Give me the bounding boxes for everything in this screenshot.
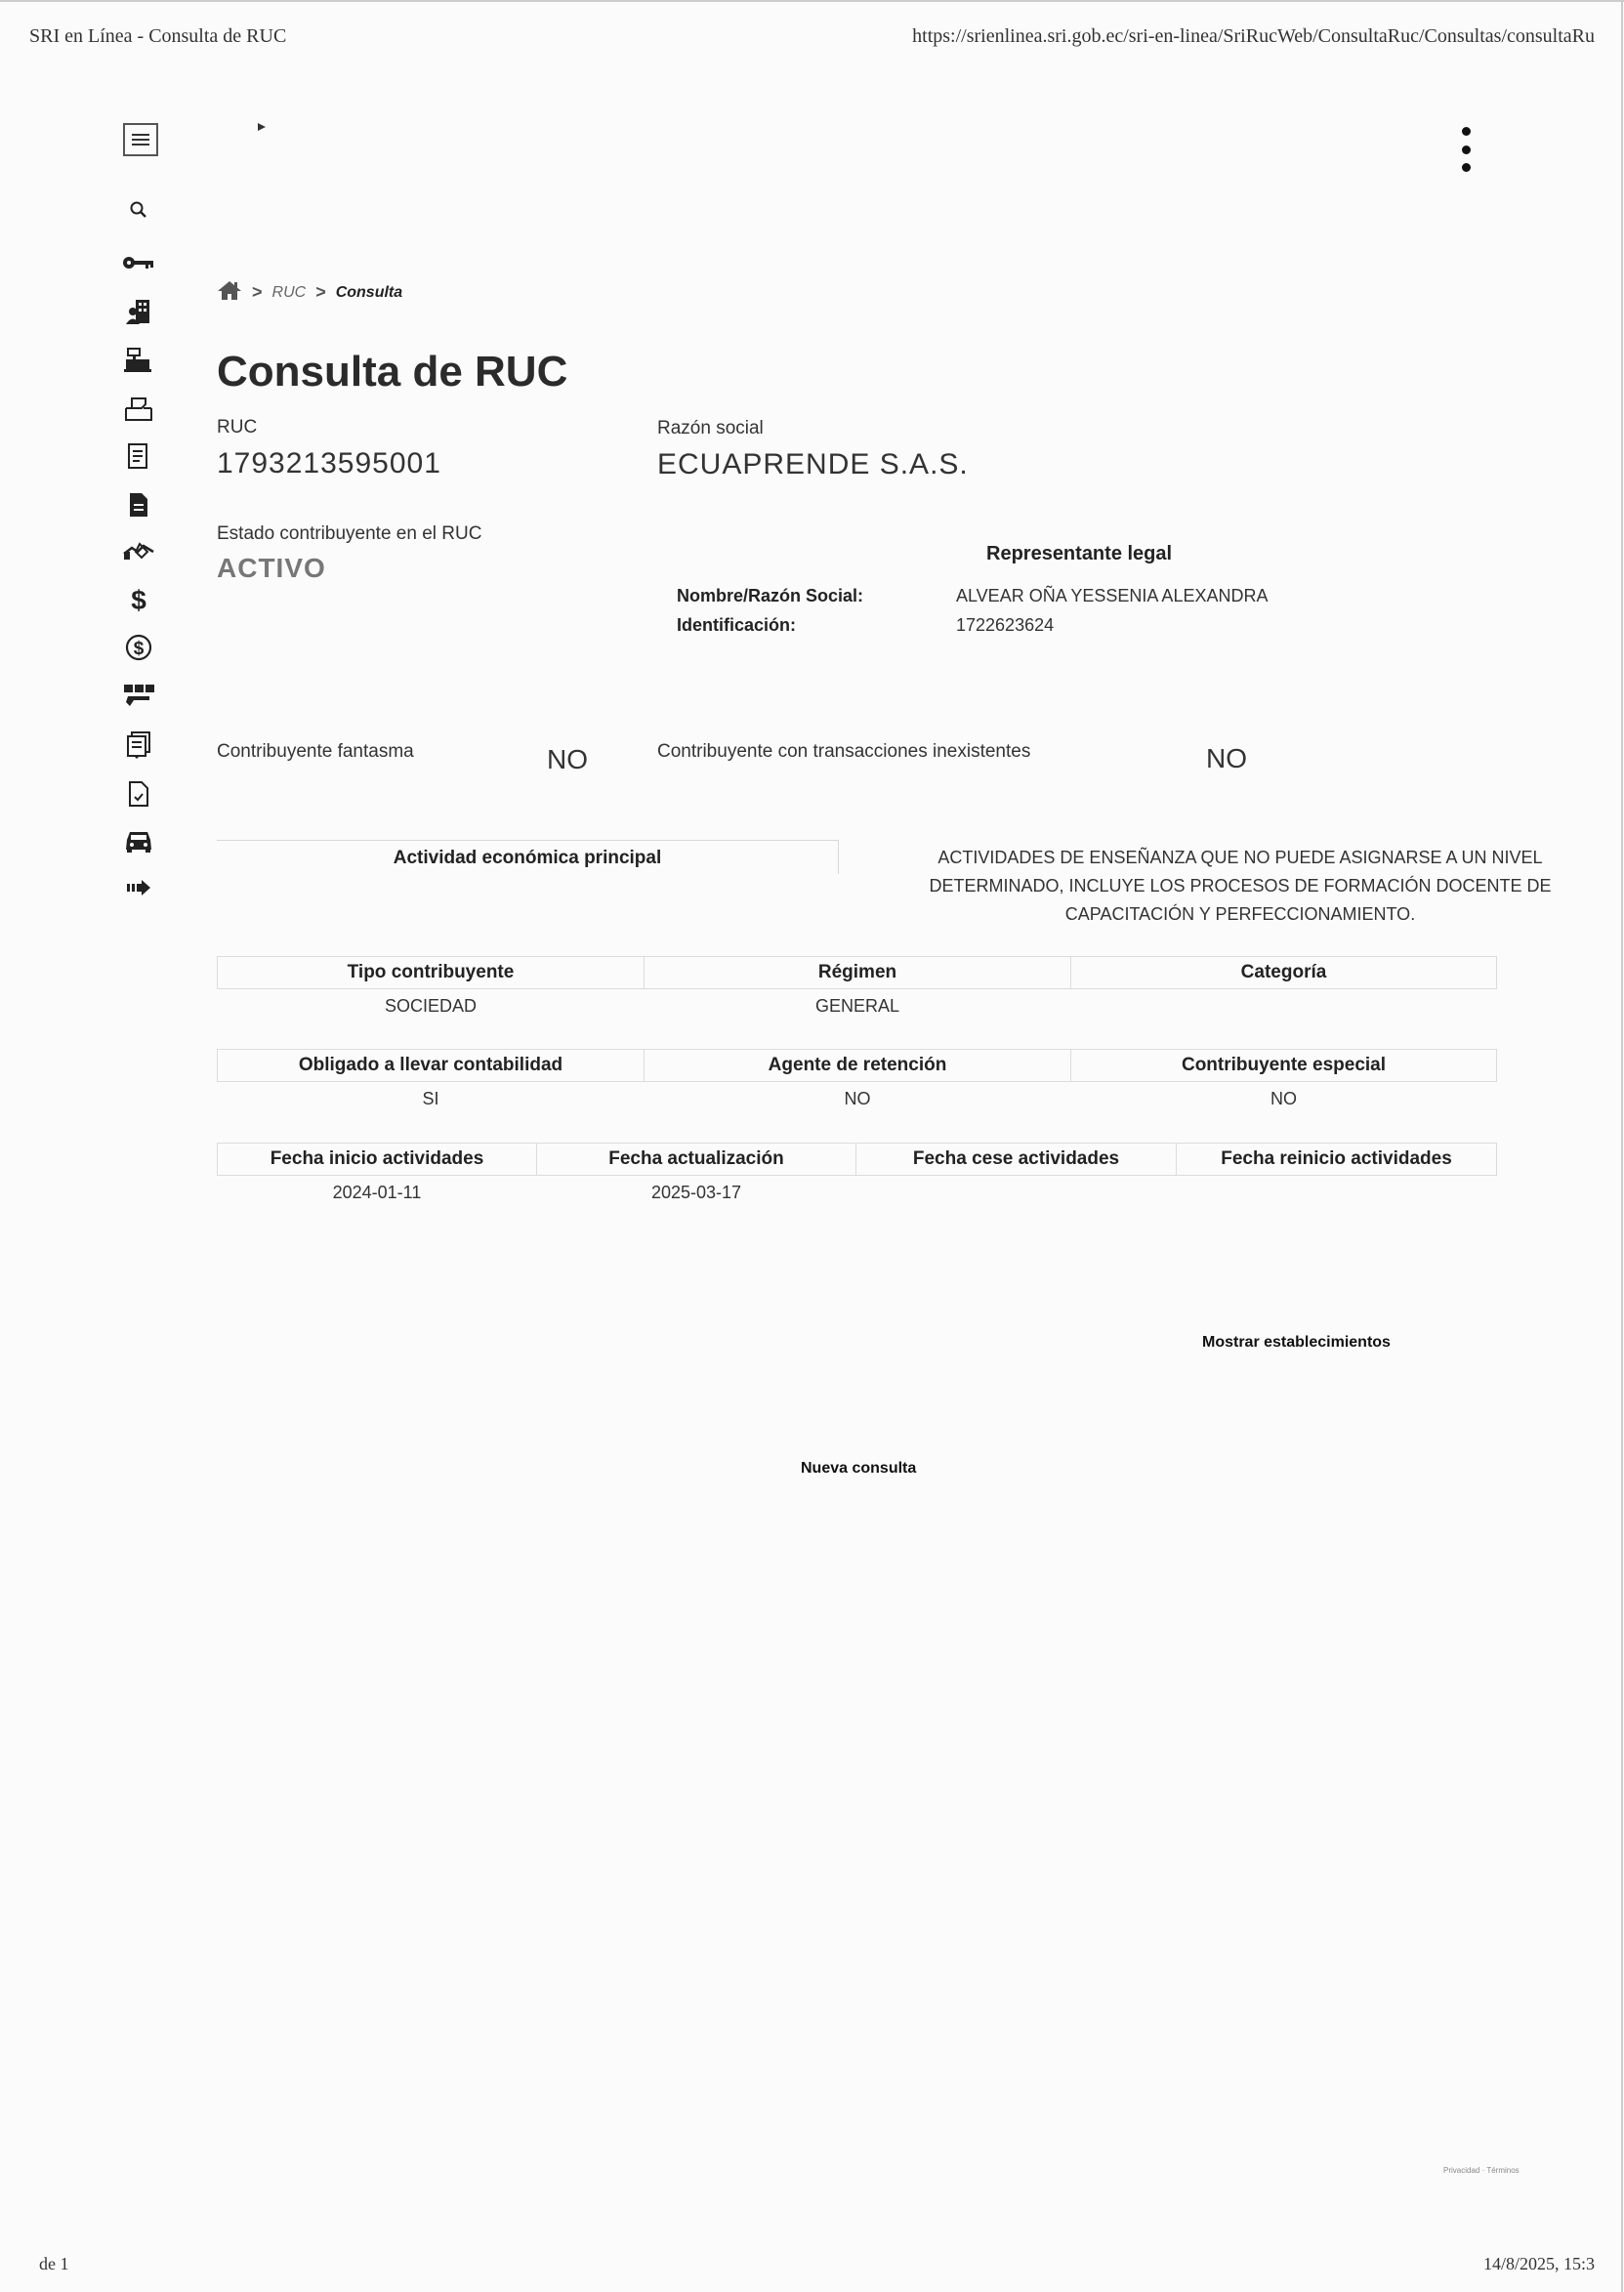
receipt-icon[interactable] (115, 729, 162, 762)
contabilidad-header: Obligado a llevar contabilidad (218, 1050, 645, 1082)
tipo-contribuyente-header: Tipo contribuyente (218, 957, 645, 989)
breadcrumb-item-ruc[interactable]: RUC (271, 283, 307, 301)
home-icon[interactable] (217, 279, 242, 306)
representante-id-value: 1722623624 (956, 615, 1055, 635)
breadcrumb-item-consulta: Consulta (335, 283, 403, 301)
estado-label: Estado contribuyente en el RUC (217, 523, 482, 544)
contabilidad-value: SI (422, 1088, 439, 1108)
razon-social-label: Razón social (657, 418, 764, 438)
agente-retencion-value: NO (844, 1088, 871, 1108)
fecha-cese-value (856, 1176, 1177, 1210)
status-badge: ACTIVO (217, 553, 326, 583)
categoria-value (1071, 989, 1497, 1023)
hamburger-line (132, 139, 149, 141)
cash-register-icon[interactable] (115, 344, 162, 377)
table-row (218, 1082, 1497, 1116)
print-footer-page: de 1 (39, 2254, 69, 2273)
breadcrumb (217, 279, 402, 306)
inexistentes-label: Contribuyente con transacciones inexistentes (657, 741, 1031, 762)
dollar-circle-icon[interactable] (115, 631, 162, 664)
regimen-header: Régimen (645, 957, 1071, 989)
table-row (218, 1176, 1497, 1210)
dollar-icon[interactable] (115, 584, 162, 617)
print-header-title: SRI en Línea - Consulta de RUC (29, 25, 287, 47)
regimen-value: GENERAL (814, 995, 900, 1016)
representante-nombre-label: Nombre/Razón Social: (677, 586, 864, 605)
tray-icon[interactable] (115, 393, 162, 426)
svg-text:$: $ (133, 639, 145, 659)
kebab-dot (1462, 163, 1471, 172)
document-icon[interactable] (115, 488, 162, 521)
footer-links[interactable]: Privacidad · Términos (1443, 2166, 1520, 2175)
representante-nombre-value: ALVEAR OÑA YESSENIA ALEXANDRA (956, 586, 1269, 605)
key-icon[interactable] (115, 246, 162, 279)
page-border (1621, 0, 1623, 2292)
menu-toggle-button[interactable] (123, 123, 158, 156)
fantasma-label: Contribuyente fantasma (217, 741, 414, 762)
document-list-icon[interactable] (115, 439, 162, 473)
obligaciones-table (217, 1049, 1497, 1115)
caret-icon (258, 123, 266, 131)
print-header-url: https://srienlinea.sri.gob.ec/sri-en-linea/SriRucWeb/ConsultaRuc/Consultas/consultaRu (912, 25, 1595, 47)
page-title: Consulta de RUC (217, 348, 568, 396)
more-options-button[interactable] (1456, 127, 1476, 172)
svg-text:$: $ (131, 586, 146, 615)
fecha-actualizacion-header: Fecha actualización (537, 1144, 856, 1176)
building-user-icon[interactable] (115, 295, 162, 328)
fecha-actualizacion-value: 2025-03-17 (650, 1182, 742, 1202)
ruc-value: 1793213595001 (217, 447, 441, 479)
print-footer-datetime: 14/8/2025, 15:3 (1482, 2254, 1595, 2273)
inexistentes-value: NO (1206, 743, 1247, 773)
table-row (218, 989, 1497, 1023)
contribuyente-especial-header: Contribuyente especial (1071, 1050, 1497, 1082)
ruc-label: RUC (217, 417, 258, 438)
actividad-value: ACTIVIDADES DE ENSEÑANZA QUE NO PUEDE ASIGNARSE A UN NIVEL DETERMINADO, INCLUYE LOS PROCESOS DE FORMACIÓN DOCENTE DE CAPACITACIÓN Y PERFECCIONAMIENTO. (929, 848, 1552, 924)
chevron-right-icon: > (315, 282, 326, 302)
tipo-contribuyente-value: SOCIEDAD (384, 995, 478, 1016)
fechas-table (217, 1143, 1497, 1209)
agente-retencion-header: Agente de retención (645, 1050, 1071, 1082)
fecha-cese-header: Fecha cese actividades (856, 1144, 1177, 1176)
representante-title: Representante legal (986, 543, 1173, 564)
fecha-reinicio-header: Fecha reinicio actividades (1177, 1144, 1497, 1176)
hamburger-icon (132, 134, 149, 136)
fecha-reinicio-value (1177, 1176, 1497, 1210)
exchange-icon[interactable] (115, 680, 162, 713)
file-check-icon[interactable] (115, 777, 162, 811)
chevron-right-icon: > (252, 282, 263, 302)
representante-id-label: Identificación: (677, 615, 797, 635)
contribuyente-especial-value: NO (1270, 1088, 1297, 1108)
fecha-inicio-value: 2024-01-11 (332, 1182, 422, 1202)
page-border (0, 0, 1624, 2)
hamburger-line (132, 144, 149, 146)
car-icon[interactable] (115, 824, 162, 857)
razon-social-value: ECUAPRENDE S.A.S. (657, 448, 969, 480)
mostrar-establecimientos-button[interactable]: Mostrar establecimientos (1202, 1334, 1391, 1351)
fantasma-value: NO (547, 744, 588, 774)
kebab-dot (1462, 146, 1471, 154)
arrow-right-icon[interactable] (115, 871, 162, 904)
tipo-table (217, 956, 1497, 1022)
search-icon[interactable] (115, 193, 162, 227)
fecha-inicio-header: Fecha inicio actividades (218, 1144, 537, 1176)
nueva-consulta-button[interactable]: Nueva consulta (801, 1460, 917, 1477)
actividad-label: Actividad económica principal (393, 848, 662, 868)
handshake-icon[interactable] (115, 535, 162, 568)
kebab-dot (1462, 127, 1471, 136)
categoria-header: Categoría (1071, 957, 1497, 989)
